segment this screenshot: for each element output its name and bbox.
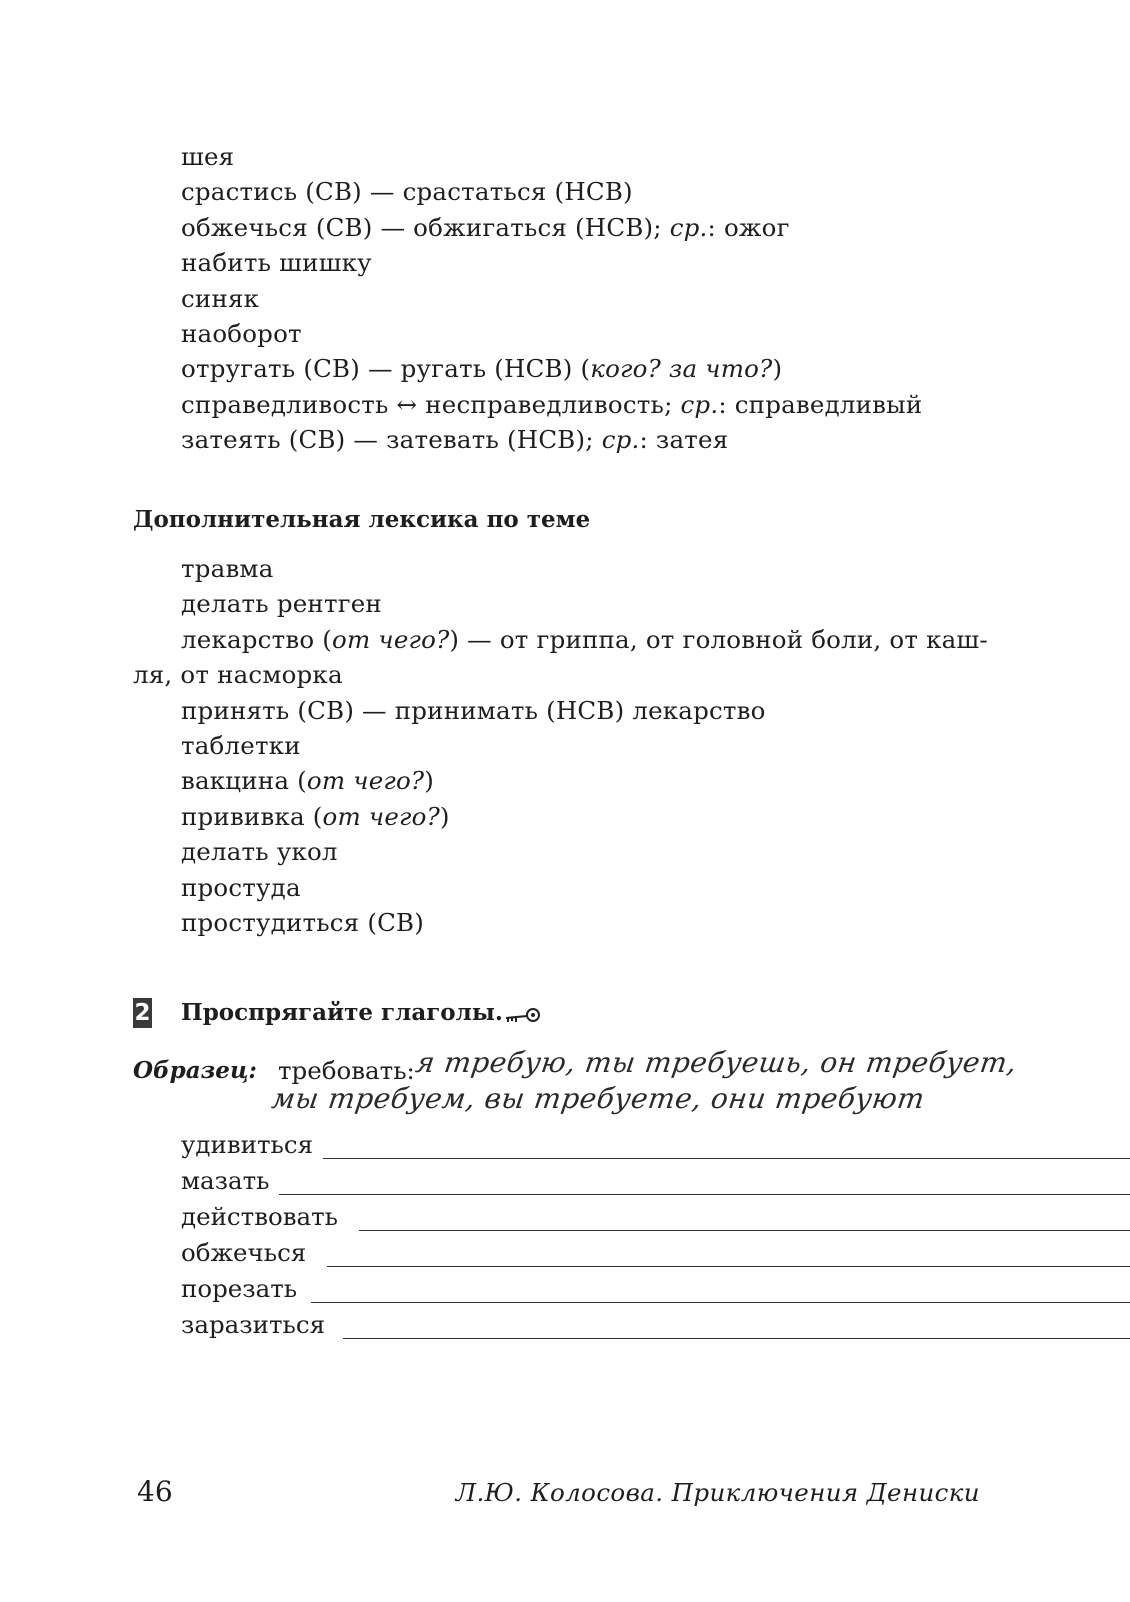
section-heading: Дополнительная лексика по теме (133, 506, 591, 533)
italic-note: ср. (601, 425, 640, 455)
vocab-text: делать укол (181, 837, 338, 867)
vocab-text: шея (181, 142, 235, 171)
vocab-text: травма (181, 554, 274, 583)
vocab-text: отругать (СВ) — ругать (НСВ) ( (181, 354, 591, 384)
vocab-text: прививка ( (181, 801, 323, 831)
italic-note: от чего? (332, 624, 450, 654)
vocab-line (181, 729, 301, 763)
vocab-line (181, 140, 234, 174)
vocab-line (181, 352, 782, 386)
task-verb: мазать (181, 1166, 270, 1195)
answer-line[interactable] (279, 1194, 1130, 1195)
exercise-title: Проспрягайте глаголы. (181, 999, 503, 1026)
italic-note: от чего? (322, 801, 440, 831)
task-verb: удивиться (181, 1130, 314, 1159)
vocab-line (181, 317, 302, 351)
vocab-text: затеять (СВ) — затевать (НСВ); (181, 425, 602, 455)
italic-note: ср. (680, 389, 719, 419)
vocab-line (181, 246, 372, 280)
answer-line[interactable] (359, 1230, 1130, 1231)
sample-label: Образец: (133, 1057, 257, 1084)
vocab-line (133, 658, 343, 692)
vocab-text: синяк (181, 283, 260, 313)
vocab-line (181, 175, 633, 209)
vocab-text: лекарство ( (181, 624, 333, 654)
vocab-line (181, 835, 338, 869)
vocab-text: : справедливый (718, 389, 923, 419)
vocab-text: ) (772, 354, 783, 384)
italic-note: от чего? (306, 766, 425, 796)
vocab-text: набить шишку (181, 248, 372, 278)
vocab-text: наоборот (181, 319, 302, 348)
task-verb: порезать (181, 1274, 298, 1303)
answer-line[interactable] (311, 1302, 1130, 1303)
vocab-text: простуда (181, 872, 301, 902)
italic-note: ср. (669, 212, 708, 242)
task-verb: обжечься (181, 1238, 307, 1267)
vocab-text: ) (424, 766, 435, 796)
vocab-text: срастись (СВ) — срастаться (НСВ) (181, 177, 633, 207)
vocab-line (181, 800, 450, 834)
exercise-number: 2 (134, 1000, 151, 1026)
page-number: 46 (137, 1475, 173, 1508)
vocab-text: : затея (639, 425, 729, 455)
sample-verb: требовать: (278, 1056, 415, 1085)
vocab-text: простудиться (СВ) (181, 908, 424, 937)
vocab-line (181, 694, 766, 728)
vocab-text: принять (СВ) — принимать (НСВ) лекарство (181, 695, 766, 725)
answer-line[interactable] (327, 1266, 1130, 1267)
vocab-text: : ожог (707, 212, 790, 242)
vocab-text: делать рентген (181, 589, 382, 619)
answer-line[interactable] (323, 1158, 1130, 1159)
vocab-line (181, 552, 274, 586)
vocab-line (181, 871, 301, 905)
vocab-text: обжечься (СВ) — обжигаться (НСВ); (181, 212, 670, 242)
italic-note: кого? за что? (590, 354, 773, 384)
vocab-text: ля, от насморка (133, 660, 343, 690)
vocab-line (181, 623, 988, 657)
sample-handwritten-line-1: я требую, ты требуешь, он требует, (413, 1046, 1019, 1079)
vocab-text: ) (439, 801, 450, 831)
vocab-line (181, 388, 922, 422)
vocab-line (181, 211, 790, 245)
key-icon (504, 1007, 542, 1025)
sample-handwritten-line-2: мы требуем, вы требуете, они требуют (269, 1082, 927, 1115)
vocab-line (181, 764, 434, 798)
vocab-text: справедливость ↔ несправедливость; (181, 389, 681, 419)
vocab-text: вакцина ( (181, 766, 307, 796)
answer-line[interactable] (343, 1338, 1130, 1339)
vocab-line (181, 587, 382, 621)
vocab-text: таблетки (181, 731, 301, 760)
footer-reference: Л.Ю. Колосова. Приключения Дениски (455, 1478, 980, 1507)
task-verb: действовать (181, 1202, 339, 1231)
vocab-line (181, 906, 424, 940)
vocab-line (181, 282, 259, 316)
vocab-line (181, 423, 728, 457)
vocab-text: ) — от гриппа, от головной боли, от каш- (449, 624, 988, 654)
task-verb: заразиться (181, 1310, 326, 1339)
